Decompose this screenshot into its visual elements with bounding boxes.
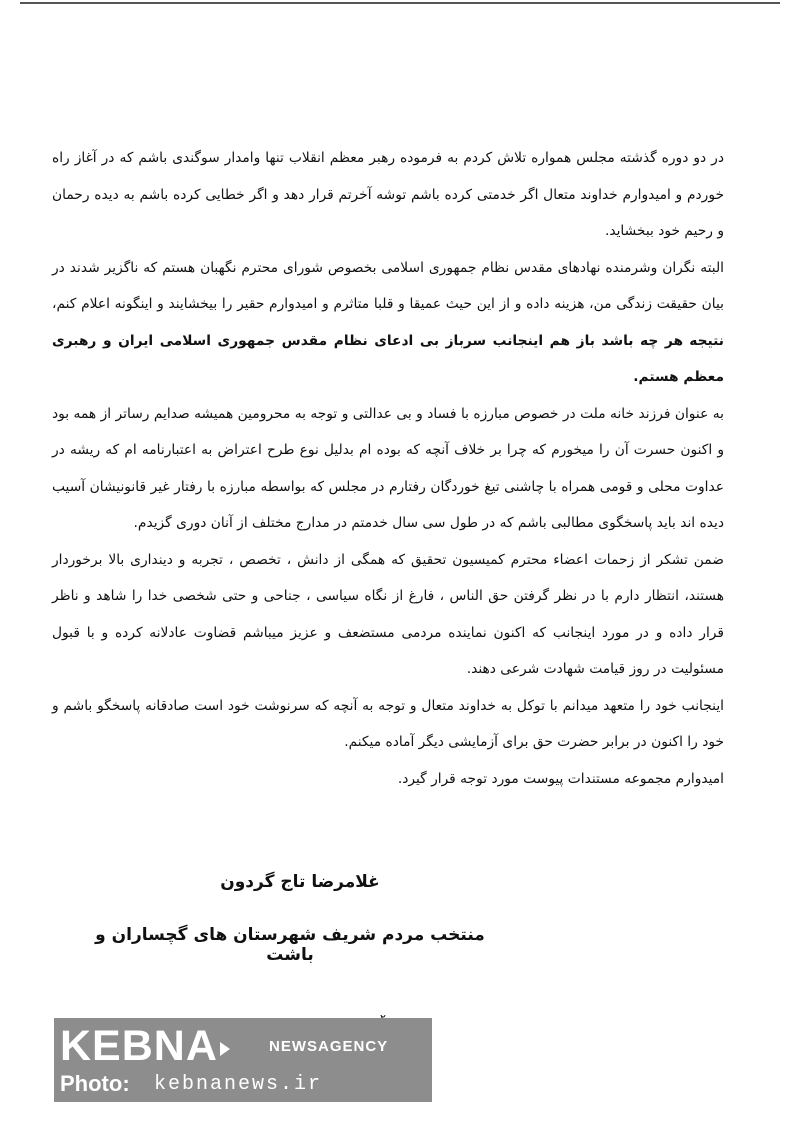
paragraph-4-line-2: انتظار دارم با در نظر گرفتن حق الناس ، فارغ از نگاه سیاسی ، جناحی و حتی شخصی خدا را شاهد و ناظر قرار داده و در — [52, 588, 724, 641]
watermark-brand-suffix: NEWSAGENCY — [269, 1038, 389, 1055]
paragraph-3-line-4: پاسخگوی مطالبی باشم که در طول سی سال خدمتم در مدارج مختلف از آنان دوری گزیدم. — [133, 515, 653, 531]
agency-watermark — [54, 1018, 432, 1102]
paragraph-1 — [52, 140, 724, 250]
paragraph-4-line-4: شهادت شرعی دهند. — [466, 661, 585, 677]
paragraph-2-line-1: البته نگران وشرمنده نهادهای مقدس نظام جمهوری اسلامی بخصوص شورای محترم نگهبان هستم که ناگزیر شدند در بیان — [52, 259, 724, 312]
paragraph-1-line-3: ببخشاید. — [604, 223, 654, 239]
paragraph-3-line-2: اکنون حسرت آن را میخورم که چرا بر خلاف آنچه که بوده ام بدلیل نوع طرح اعتراض به اعتبارنامه ام که ریشه در عداوت — [52, 442, 724, 495]
paragraph-2-line-2: حقیقت زندگی من، هزینه داده و از این حیث عمیقا و قلبا متاثرم و امیدوارم حقیر را بیخشایند و اینگونه اعلام کنم، — [52, 296, 697, 312]
paragraph-1-line-1: در دو دوره گذشته مجلس همواره تلاش کردم به فرموده رهبر معظم انقلاب تنها وامدار سوگندی باشم که در آغاز راه خوردم — [52, 150, 725, 203]
watermark-photo-label: Photo: — [60, 1071, 130, 1096]
top-border-rule — [20, 2, 780, 4]
paragraph-3-line-1: به عنوان فرزند خانه ملت در خصوص مبارزه با فساد و بی عدالتی و توجه به محرومین همیشه صدایم رساتر از همه بود و — [52, 405, 724, 458]
signature-name: غلامرضا تاج گردون — [220, 872, 380, 892]
paragraph-5-line-2: را اکنون در برابر حضرت حق برای آزمایشی دیگر آماده میکنم. — [344, 734, 698, 750]
watermark-brand-text: KEBNA — [60, 1022, 218, 1070]
paragraph-2 — [52, 250, 724, 396]
paragraph-4-line-3: مورد اینجانب که اکنون نماینده مردمی مستضعف و عزیز میباشم قضاوت عادلانه کرده و با قبول مسئولیت در روز قیامت — [52, 624, 724, 677]
paragraph-5-line-1: اینجانب خود را متعهد میدانم با توکل به خداوند متعال و توجه به آنچه که سرنوشت خود است صادقانه پاسخگو باشم و خود — [52, 697, 724, 750]
paragraph-4 — [52, 542, 724, 688]
paragraph-4-line-1: ضمن تشکر از زحمات اعضاء محترم کمیسیون تحقیق که همگی از دانش ، تخصص ، تجربه و دینداری بالا برخوردار هستند، — [52, 551, 724, 604]
watermark-url: kebnanews.ir — [154, 1073, 323, 1096]
paragraph-2-bold-start: نتیجه — [689, 332, 724, 349]
paragraph-6-line-1: امیدوارم مجموعه مستندات پیوست مورد توجه قرار گیرد. — [397, 770, 724, 787]
letter-body — [52, 140, 724, 797]
paragraph-3 — [52, 396, 724, 542]
paragraph-1-line-2: و امیدوارم خداوند متعال اگر خدمتی کرده باشم توشه آخرتم قرار دهد و اگر خطایی کرده باشم به دیده رحمان و رحیم خود — [52, 186, 724, 239]
watermark-brand — [60, 1022, 236, 1070]
paragraph-5 — [52, 688, 724, 761]
paragraph-6 — [52, 761, 724, 798]
signature-title: منتخب مردم شریف شهرستان های گچساران و باشت — [95, 925, 485, 965]
paragraph-2-bold-line: هر چه باشد باز هم اینجانب سرباز بی ادعای نظام مقدس جمهوری اسلامی ایران و رهبری معظم هستم. — [52, 332, 724, 385]
play-triangle-icon — [220, 1042, 230, 1056]
paragraph-3-line-3: محلی و قومی همراه با چاشنی تیغ خوردگان رفتارم در مجلس که بواسطه مبارزه با رفتار غیر قانونیشان آسیب دیده اند باید — [52, 478, 724, 531]
